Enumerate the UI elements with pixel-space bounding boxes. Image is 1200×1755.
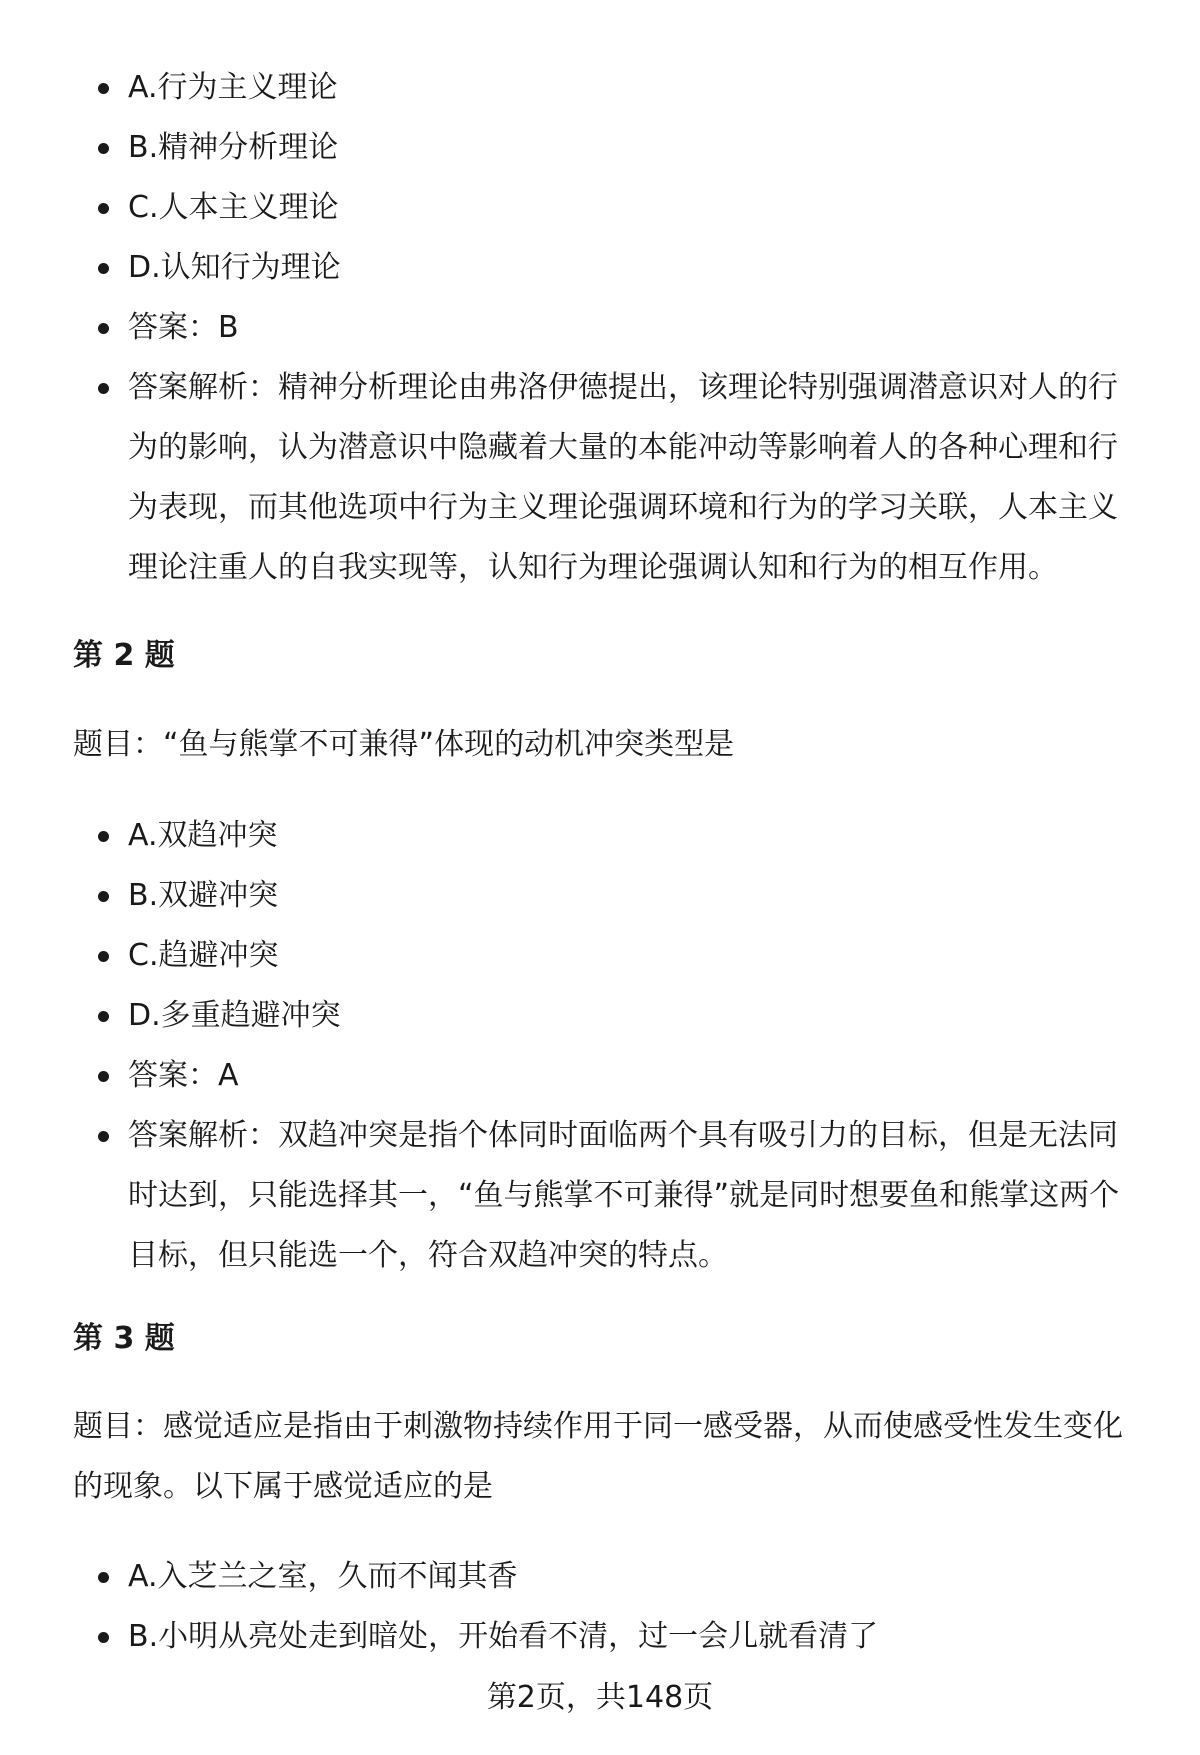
page-number: 第2页，共148页 <box>486 1680 714 1715</box>
q2-option-list <box>0 806 1200 1286</box>
q2-option-a: A.双趋冲突 <box>0 806 1200 866</box>
q2-explanation: 答案解析：双趋冲突是指个体同时面临两个具有吸引力的目标，但是无法同时达到，只能选择其一，“鱼与熊掌不可兼得”就是同时想要鱼和熊掌这两个目标，但只能选一个，符合双趋冲突的特点。 <box>0 1106 1200 1286</box>
q1-option-c: C.人本主义理论 <box>0 178 1200 238</box>
q3-option-list <box>0 1547 1200 1667</box>
q2-answer: 答案：A <box>0 1046 1200 1106</box>
q1-answer: 答案：B <box>0 298 1200 358</box>
q1-explanation: 答案解析：精神分析理论由弗洛伊德提出，该理论特别强调潜意识对人的行为的影响，认为潜意识中隐藏着大量的本能冲动等影响着人的各种心理和行为表现，而其他选项中行为主义理论强调环境和行为的学习关联，人本主义理论注重人的自我实现等，认知行为理论强调认知和行为的相互作用。 <box>0 358 1200 598</box>
q2-option-b: B.双避冲突 <box>0 866 1200 926</box>
q1-option-list <box>0 58 1200 598</box>
q1-option-a: A.行为主义理论 <box>0 58 1200 118</box>
q2-question-text: 题目：“鱼与熊掌不可兼得”体现的动机冲突类型是 <box>73 727 735 762</box>
q3-option-a: A.入芝兰之室，久而不闻其香 <box>0 1547 1200 1607</box>
q1-option-b: B.精神分析理论 <box>0 118 1200 178</box>
q2-option-d: D.多重趋避冲突 <box>0 986 1200 1046</box>
q3-option-b: B.小明从亮处走到暗处，开始看不清，过一会儿就看清了 <box>0 1607 1200 1667</box>
q1-option-d: D.认知行为理论 <box>0 238 1200 298</box>
q2-option-c: C.趋避冲突 <box>0 926 1200 986</box>
q2-heading: 第 2 题 <box>73 638 175 673</box>
q3-question-text: 题目：感觉适应是指由于刺激物持续作用于同一感受器，从而使感受性发生变化的现象。以下属于感觉适应的是 <box>73 1409 1123 1504</box>
q3-heading: 第 3 题 <box>73 1321 175 1356</box>
